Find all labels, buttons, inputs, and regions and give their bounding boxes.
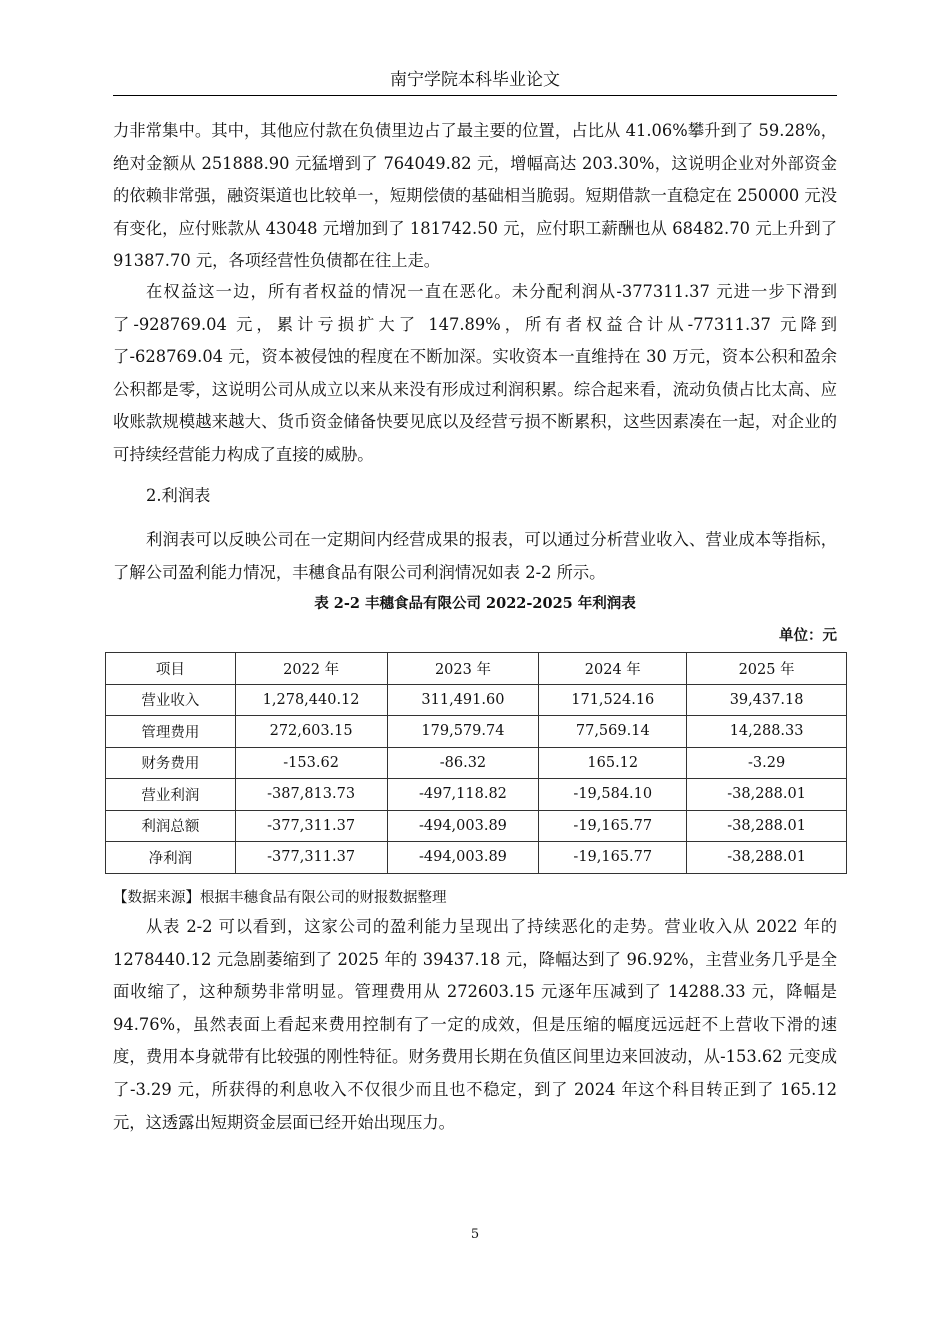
table-cell: 14,288.33 [687,716,847,748]
table-header-cell: 2025 年 [687,653,847,685]
page-header-title: 南宁学院本科毕业论文 [390,70,560,90]
table-cell: -377,311.37 [235,842,387,874]
table-cell: 272,603.15 [235,716,387,748]
table-cell-label: 营业收入 [106,684,236,716]
table-row [106,747,847,779]
table-cell-label: 财务费用 [106,747,236,779]
table-cell: -38,288.01 [687,779,847,811]
paragraph-liabilities: 力非常集中。其中，其他应付款在负债里边占了最主要的位置，占比从 41.06%攀升到了 59.28%，绝对金额从 251888.90 元猛增到了 764049.82 元，增幅高达 203.30%，这说明企业对外部资金的依赖非常强，融资渠道也比较单一，短期偿债的基础相当脆弱。短期借款一直稳定在 250000 元没有变化，应付账款从 43048 元增加到了 181742.50 元，应付职工薪酬也从 68482.70 元上升到了 91387.70 元，各项经营性负债都在往上走。 [113,121,837,271]
table-cell: 39,437.18 [687,684,847,716]
table-cell: -38,288.01 [687,810,847,842]
table-cell: -86.32 [387,747,539,779]
header-divider [113,95,837,96]
table-caption: 表 2-2 丰穗食品有限公司 2022-2025 年利润表 [314,595,636,612]
table-cell: -3.29 [687,747,847,779]
table-row [106,684,847,716]
table-cell: -497,118.82 [387,779,539,811]
table-source-note: 【数据来源】根据丰穗食品有限公司的财报数据整理 [113,890,447,906]
table-row [106,716,847,748]
table-row [106,842,847,874]
table-cell-label: 营业利润 [106,779,236,811]
table-cell-label: 管理费用 [106,716,236,748]
table-cell: -19,165.77 [539,842,687,874]
table-cell: 77,569.14 [539,716,687,748]
table-row [106,810,847,842]
section-heading-income-statement: 2.利润表 [146,486,211,505]
table-cell: -153.62 [235,747,387,779]
table-cell: -494,003.89 [387,810,539,842]
paragraph-equity: 在权益这一边，所有者权益的情况一直在恶化。未分配利润从-377311.37 元进一步下滑到了-928769.04 元，累计亏损扩大了 147.89%，所有者权益合计从-77311.37 元降到了-628769.04 元，资本被侵蚀的程度在不断加深。实收资本一直维持在 30 万元，资本公积和盈余公积都是零，这说明公司从成立以来从来没有形成过利润积累。综合起来看，流动负债占比太高、应收账款规模越来越大、货币资金储备快要见底以及经营亏损不断累积，这些因素凑在一起，对企业的可持续经营能力构成了直接的威胁。 [113,282,837,464]
table-row [106,779,847,811]
paragraph-profit-analysis: 从表 2-2 可以看到，这家公司的盈利能力呈现出了持续恶化的走势。营业收入从 2022 年的 1278440.12 元急剧萎缩到了 2025 年的 39437.18 元，降幅达到了 96.92%，主营业务几乎是全面收缩了，这种颓势非常明显。管理费用从 272603.15 元逐年压减到了 14288.33 元，降幅是 94.76%，虽然表面上看起来费用控制有了一定的成效，但是压缩的幅度远远赶不上营收下滑的速度，费用本身就带有比较强的刚性特征。财务费用长期在负值区间里边来回波动，从-153.62 元变成了-3.29 元，所获得的利息收入不仅很少而且也不稳定，到了 2024 年这个科目转正到了 165.12 元，这透露出短期资金层面已经开始出现压力。 [113,917,837,1132]
table-header-cell: 项目 [106,653,236,685]
table-cell-label: 净利润 [106,842,236,874]
table-header-cell: 2022 年 [235,653,387,685]
table-cell: -387,813.73 [235,779,387,811]
paragraph-income-intro: 利润表可以反映公司在一定期间内经营成果的报表，可以通过分析营业收入、营业成本等指标，了解公司盈利能力情况，丰穗食品有限公司利润情况如表 2-2 所示。 [113,530,837,582]
table-cell: 165.12 [539,747,687,779]
table-header-cell: 2024 年 [539,653,687,685]
table-cell: 171,524.16 [539,684,687,716]
table-header-cell: 2023 年 [387,653,539,685]
table-cell: 179,579.74 [387,716,539,748]
table-unit-label: 单位：元 [779,627,837,644]
income-statement-table [105,652,847,874]
table-cell: 1,278,440.12 [235,684,387,716]
table-cell: 311,491.60 [387,684,539,716]
table-cell: -494,003.89 [387,842,539,874]
table-cell: -377,311.37 [235,810,387,842]
table-cell-label: 利润总额 [106,810,236,842]
table-cell: -19,584.10 [539,779,687,811]
table-cell: -38,288.01 [687,842,847,874]
table-header-row [106,653,847,685]
page-number: 5 [470,1227,480,1242]
table-cell: -19,165.77 [539,810,687,842]
